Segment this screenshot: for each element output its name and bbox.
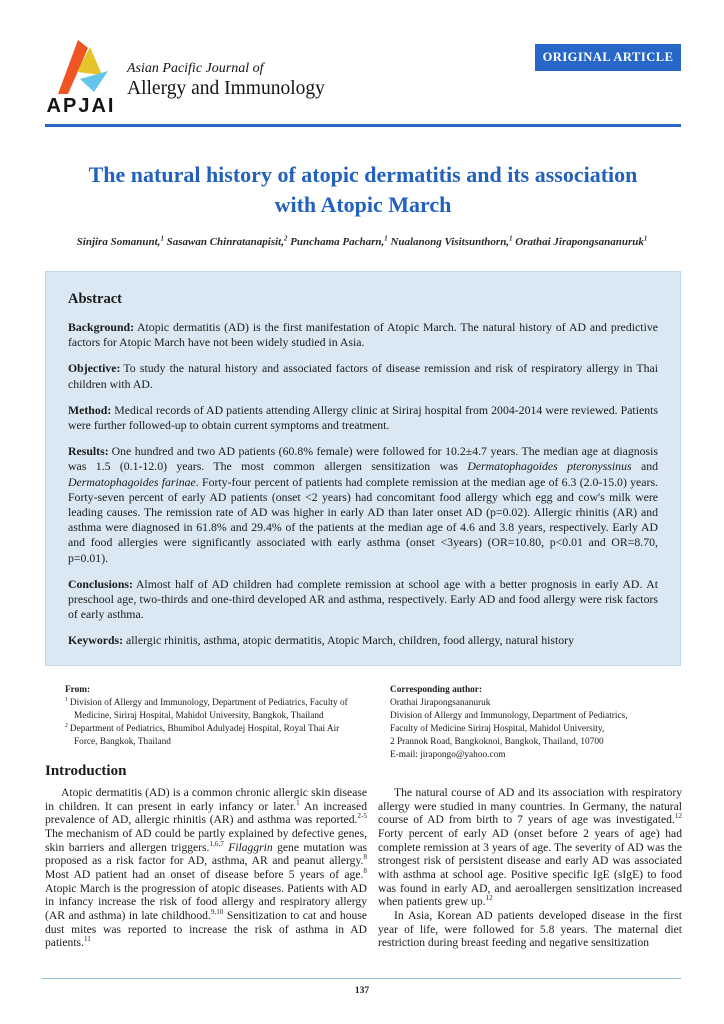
paragraph-text: allergic rhinitis, asthma, atopic dermatitis, Atopic March, children, food allergy, natural history [126,633,574,648]
paragraph-label: Method: [68,402,112,417]
introduction-column-left [45,786,367,950]
corresponding-author-label: Corresponding author: [390,685,483,695]
paragraph-text: Medical records of AD patients attending Allergy clinic at Siriraj hospital from 2004-2014 were reviewed. Patients were further followed-up to obtain current symptoms and treatment. [68,402,658,433]
corresponding-author-email: E-mail: jirapongo@yahoo.com [390,750,506,760]
affiliation-item [65,697,365,723]
affiliation-text: Division of Allergy and Immunology, Department of Pediatrics, Faculty of Medicine, Siriraj Hospital, Mahidol University, Bangkok, Thailand [69,698,348,721]
paragraph-label: Background: [68,320,134,334]
abstract-heading: Abstract [68,291,122,307]
corresponding-author-line: Division of Allergy and Immunology, Department of Pediatrics, [390,711,628,721]
apjai-logo-icon [57,39,115,95]
abstract-keywords [68,633,658,648]
corresponding-author-line: 2 Prannok Road, Bangkoknoi, Bangkok, Thailand, 10700 [390,737,604,747]
corresponding-author-block [390,684,682,762]
paragraph-text: To study the natural history and associated factors of disease remission and risk of respiratory allergy in Thai children with AD. [68,361,658,391]
affiliation-item [65,723,365,749]
article-title-line1: The natural history of atopic dermatitis and its association [88,162,638,187]
header-divider [45,124,681,127]
paragraph-label: Objective: [68,361,121,376]
logo-acronym: APJAI [46,95,116,117]
introduction-paragraph: The natural course of AD and its association with respiratory allergy were studied in many countries. In Germany, the natural course of AD from birth to 7 years of age was investigated.$^{12}$ Forty percent of early AD (onset before 2 years of age) had complete remission at 3 years of age. The severity of AD was the strongest risk of persistent disease and early AD was associated with asthma at school age. Positive specific IgE (sIgE) to food was found in early AD, and aeroallergen sensitization increased when patients grew up.$^{12}$ [378,786,682,909]
affiliation-number: 2 [65,722,68,729]
article-type-badge: ORIGINAL ARTICLE [535,44,681,71]
introduction-heading: Introduction [45,763,127,779]
journal-name-line2: Allergy and Immunology [127,78,325,99]
page-number: 137 [354,986,370,996]
from-label: From: [65,685,91,695]
corresponding-author-name: Orathai Jirapongsananuruk [390,698,491,708]
corresponding-author-line: Faculty of Medicine Siriraj Hospital, Mahidol University, [390,724,605,734]
paragraph-text: Atopic dermatitis (AD) is the first manifestation of Atopic March. The natural history of AD and predictive factors for Atopic March have not been widely studied in Asia. [68,320,658,350]
paragraph-text: Almost half of AD children had complete remission at school age with a better prognosis in early AD. At preschool age, two-thirds and one-third developed AR and asthma, respectively. Early AD and food allergy were risk factors of early asthma. [68,576,658,622]
paragraph-text: One hundred and two AD patients (60.8% female) were followed for 10.2±4.7 years. The median age at diagnosis was 1.5 (0.1-12.0) years. The most common allergen sensitization was Dermatophagoides pteronyssinus and Dermatophagoides farinae. Forty-four percent of patients had complete remission at the median age of 6.3 (2.0-15.0) years. Forty-seven percent of early AD patients (onset <2 years) had concomitant food allergy which egg and cow's milk were leading causes. The remission rate of AD was higher in early AD than later onset AD (p=0.02). Allergic rhinitis (AR) and asthma were diagnosed in 61.8% and 29.4% of the patients at the median age of 4.6 and 3.8 years, respectively. Early AD and food allergies were significantly associated with early asthma (onset <3years) (OR=10.80, p<0.01 and OR=8.70, p=0.01). [68,444,658,565]
introduction-column-right [378,786,682,950]
introduction-paragraph: Atopic dermatitis (AD) is a common chronic allergic skin disease in children. It can present in early infancy or later.$^1$ An increased prevalence of AD, allergic rhinitis (AR) and asthma was reported.$^{2-5}$ The mechanism of AD could be partly explained by defective genes, skin barriers and allergen triggers.$^{1,6,7}$ Filaggrin gene mutation was proposed as a risk factor for AD, asthma, AR and peanut allergy.$^8$ Most AD patient had an onset of disease before 5 years of age.$^8$ Atopic March is the progression of atopic diseases. Patients with AD in infancy increase the risk of food allergy and respiratory allergy (AR and asthma) in late childhood.$^{9,10}$ Sensitization to cat and house dust mites was reported to increase the risk of asthma in AD patients.$^{11}$ [45,786,367,950]
abstract-paragraph-conclusions [68,577,658,623]
authors-line: Sinjira Somanunt,$^1$ Sasawan Chinratanapisit,$^2$ Punchama Pacharn,$^1$ Nualanong Visitsunthorn,$^1$ Orathai Jirapongsananuruk$^1$ [76,235,648,248]
article-title [45,160,681,220]
abstract-paragraph-objective [68,361,658,391]
affiliation-number: 1 [65,696,68,703]
article-title-line2: with Atopic March [274,192,452,217]
affiliations-block [65,684,365,749]
paragraph-label: Conclusions: [68,576,133,591]
abstract-paragraph-results [68,444,658,566]
affiliation-text: Department of Pediatrics, Bhumibol Adulyadej Hospital, Royal Thai Air Force, Bangkok, Thailand [69,724,340,747]
footer-divider [42,978,681,979]
introduction-paragraph: In Asia, Korean AD patients developed disease in the first year of life, were followed for 5.8 years. The maternal diet restriction during breast feeding and negative sensitization [378,908,682,950]
paragraph-label: Results: [68,444,109,459]
abstract-paragraph-method [68,403,658,433]
abstract-box [45,271,681,666]
journal-name-line1: Asian Pacific Journal of [127,61,264,76]
paragraph-label: Keywords: [68,633,124,648]
abstract-paragraph-background [68,320,658,350]
